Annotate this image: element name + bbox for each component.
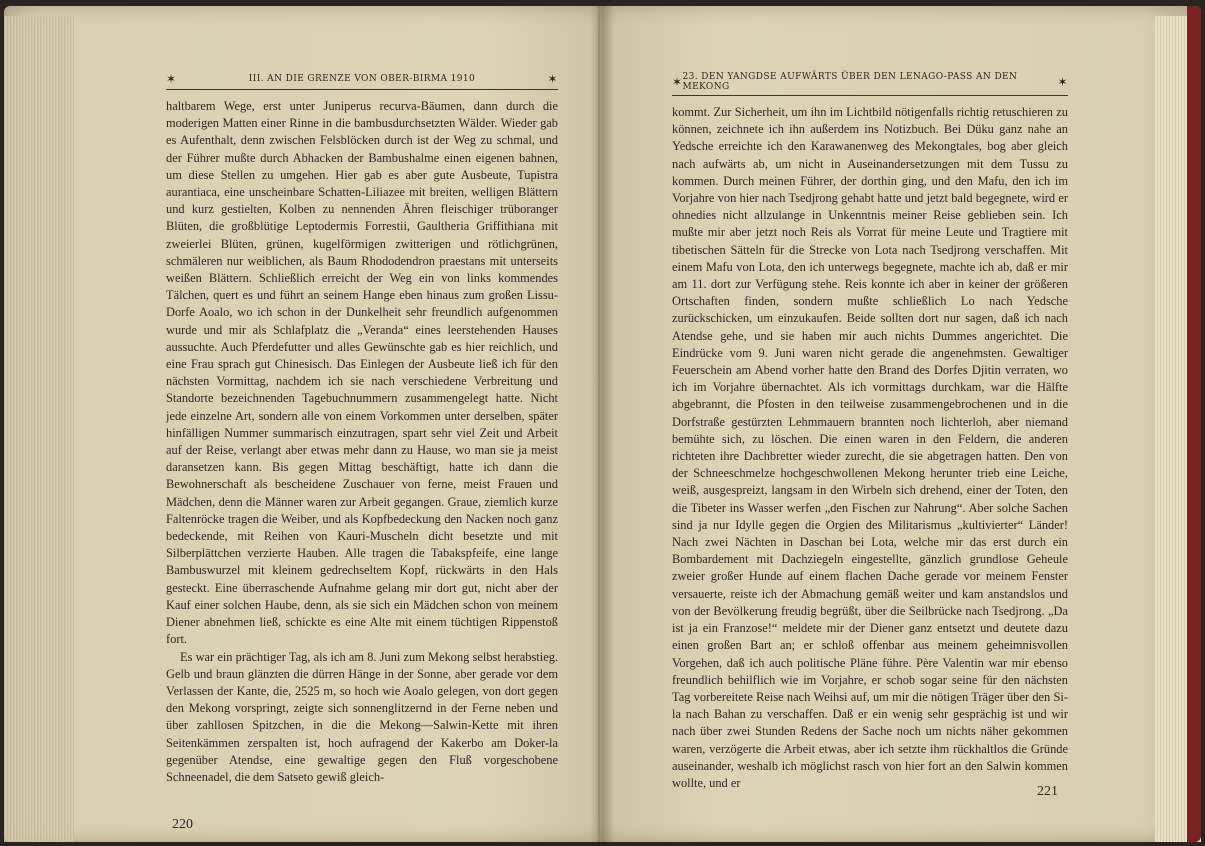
left-body-text (166, 98, 558, 786)
right-page (672, 72, 1068, 799)
ornament-star-icon: ✶ (547, 72, 558, 86)
ornament-star-icon: ✶ (672, 75, 683, 89)
right-body-text (672, 104, 1068, 792)
paragraph: Es war ein prächtiger Tag, als ich am 8. Juni zum Mekong selbst herabstieg. Gelb und braun glänzten die dürren Hänge in der Sonne, aber gerade vor dem Verlassen der Kante, die, 2525 m, so hoch wie Aoalo gelegen, von dort gegen den Mekong vorspringt, zeigte sich sonnenglitzernd in der Ferne neben und über zahllosen Spitzchen, in die die Mekong—Salwin-Kette mit ihren Seitenkämmen zerspalten ist, hoch aufragend der Kakerbo am Doker-la gegenüber Atendse, eine gewaltige gegen den Fluß vorgeschobene Schneenadel, die dem Satseto gewiß gleich- (166, 649, 558, 784)
left-page-edges (4, 16, 74, 842)
book-cover-edge (1187, 6, 1201, 842)
left-running-head (166, 72, 558, 90)
ornament-star-icon: ✶ (166, 72, 177, 86)
ornament-star-icon: ✶ (1057, 75, 1068, 89)
paragraph: kommt. Zur Sicherheit, um ihn im Lichtbild nötigenfalls richtig retuschieren zu können, zeichnete ich ihn außerdem ins Notizbuch. Bei Düku ganz nahe an Yedsche erreichte ich den Karawanenweg des Mekongtales, bog aber gleich nach aufwärts ab, um nicht in Auseinandersetzungen mit dem Tussu zu kommen. Durch meinen Führer, der dorthin ging, und den Mafu, den ich im Vorjahre von hier nach Tsedjrong gehabt hatte und jetzt bald begegnete, wird er ohnedies nicht allzulange in Unkenntnis meiner Reise geblieben sein. Ich mußte mir aber jetzt noch Reis als Vorrat für meine Leute und Tragtiere mit tibetischen Sätteln für die Strecke von Lota nach Tsedjrong verschaffen. Mit einem Mafu von Lota, den ich unterwegs begegnete, machte ich ab, daß er mir am 11. dort zur Verfügung stehe. Reis konnte ich aber in keiner der größeren Ortschaften finden, sondern mußte schließlich Lo nach Yedsche zurückschicken, um einzukaufen. Beide sollten dort nur sagen, daß ich nach Atendse gehe, und sie haben mir auch nichts Dummes angerichtet. Die Eindrücke vom 9. Juni waren nicht gerade die angenehmsten. Gewaltiger Feuerschein am Abend vorher hatte den Brand des Dorfes Djitin verraten, wo ich im Vorjahre übernachtet. Als ich vormittags durchkam, war die Hälfte abgebrannt, die Pfosten in den teilweise zusammengebrochenen und in die Dorfstraße gestürzten Lehmmauern brannten noch lichterloh, aber niemand bemühte sich, zu löschen. Die einen waren in den Feldern, die anderen richteten ihre Dachbretter wieder zurecht, die sie abgetragen hatten. Den von der Schneeschmelze hochgeschwollenen Mekong herunter trieb eine Leiche, weiß, ausgespreizt, langsam in den Wirbeln sich drehend, einer der Toten, den die Tibeter ins Wasser werfen „den Fischen zur Nahrung“. Aber solche Sachen sind ja nur Idylle gegen die Orgien des Militarismus „kultivierter“ Länder! Nach zwei Nächten in Daschan bei Lota, welche mir das erst durch ein Bombardement mit Dachziegeln eingestellte, gänzlich grundlose Geheule zweier großer Hunde auf einem flachen Dache gerade vor meinem Fenster versauerte, reiste ich der Abmachung gemäß weiter und kam anstandslos und von der Bevölkerung freudig begrüßt, über die Seilbrücke nach Tsedjrong. „Da ist ja ein Franzose!“ meldete mir der Diener ganz entsetzt und deutete dazu einen großen Bart an; er schloß offenbar aus meinem geheimnisvollen Vorgehen, daß ich auch politische Pläne führe. Père Valentin war mir ebenso freundlich behilflich wie im Vorjahre, er schob sogar seine für den nächsten Tag vorbereitete Reise nach Weihsi auf, um mir die nötigen Träger über den Si-la nach Bahan zu verschaffen. Daß er ein wenig sehr gesprächig ist und wir nach über zwei Stunden Redens der Sache noch um nichts näher gekommen waren, verzögerte die Arbeit etwas, aber ich setzte ihm rückhaltlos die Gründe auseinander, weshalb ich möglichst rasch von hier fort an den Salwin kommen wollte, und er (672, 105, 1068, 790)
left-running-head-title: III. AN DIE GRENZE VON OBER-BIRMA 1910 (248, 74, 476, 84)
left-page (166, 72, 558, 832)
right-running-head-title: 23. DEN YANGDSE AUFWÄRTS ÜBER DEN LENAGO-PASS AN DEN MEKONG (682, 72, 1018, 92)
book-gutter (598, 6, 600, 842)
paragraph: haltbarem Wege, erst unter Juniperus recurva-Bäumen, dann durch die moderigen Matten einer Rinne in die bambusdurchsetzten Wälder. Wieder gab es Aufenthalt, denn zwischen Felsblöcken durch ist der Weg zu schmal, und der Führer mußte durch Abhacken der Bambushalme einen eigenen bahnen, um diese Stellen zu umgehen. Hier gab es aber gute Ausbeute, Tupistra aurantiaca, eine unscheinbare Schatten-Liliazee mit breiten, welligen Blättern und kurz gestielten, Kolben zu nennenden Ähren fleischiger trüboranger Blüten, die großblütige Leptodermis Forrestii, Gaultheria Griffithiana mit zweierlei Blüten, grünen, kugelförmigen zwitterigen und rötlichgrünen, schmäleren nur weiblichen, als Baum Rhododendron praestans mit unterseits weißen Blättern. Schließlich erreicht der Weg ein von links kommendes Tälchen, quert es und führt an seinem Hange eben hinaus zum großen Lissu-Dorfe Aoalo, wo ich schon in der Dunkelheit sehr freundlich aufgenommen wurde und mir als Schlafplatz die „Veranda“ eines leerstehenden Hauses aussuchte. Auch Pferdefutter und alles Gewünschte gab es hier reichlich, und eine Frau sprach gut Chinesisch. Das Einlegen der Ausbeute ließ ich für den nächsten Vormittag, nachdem ich sie nach verschiedene Verbreitung und Standorte bezeichnenden Tagebuchnummern zusammengelegt hatte. Nicht jede einzelne Art, sondern alle von einem Vorkommen unter derselben, später hinfälligen Nummer summarisch einzutragen, spart sehr viel Zeit und Arbeit auf der Reise, verlangt aber etwas mehr dann zu Hause, wo man sie ja meist daransetzen kann. Bis gegen Mittag beschäftigt, hatte ich dann die Bewohnerschaft als bescheidene Zuschauer von ferne, meist Frauen und Mädchen, denn die Männer waren zur Arbeit gegangen. Graue, ziemlich kurze Faltenröcke tragen die Weiber, und als Kopfbedeckung den Nacken noch ganz bedeckende, mit Reihen von Kauri-Muscheln dicht besetzte und mit Silberplättchen verzierte Hauben. Alle tragen die Tabakspfeife, eine lange Bambuswurzel mit kleinem gedrechseltem Kopf, rückwärts in den Hals gesteckt. Eine überraschende Aufnahme gelang mir dort gut, nicht aber der Kauf einer solchen Haube, denn, als sie sich ein Mädchen schon von meinem Diener abnehmen ließ, schickte es eine Alte mit einem tüchtigen Rippenstoß fort. (166, 99, 558, 647)
right-page-number: 221 (1037, 784, 1058, 799)
right-running-head (672, 72, 1068, 96)
left-page-number: 220 (172, 817, 193, 832)
